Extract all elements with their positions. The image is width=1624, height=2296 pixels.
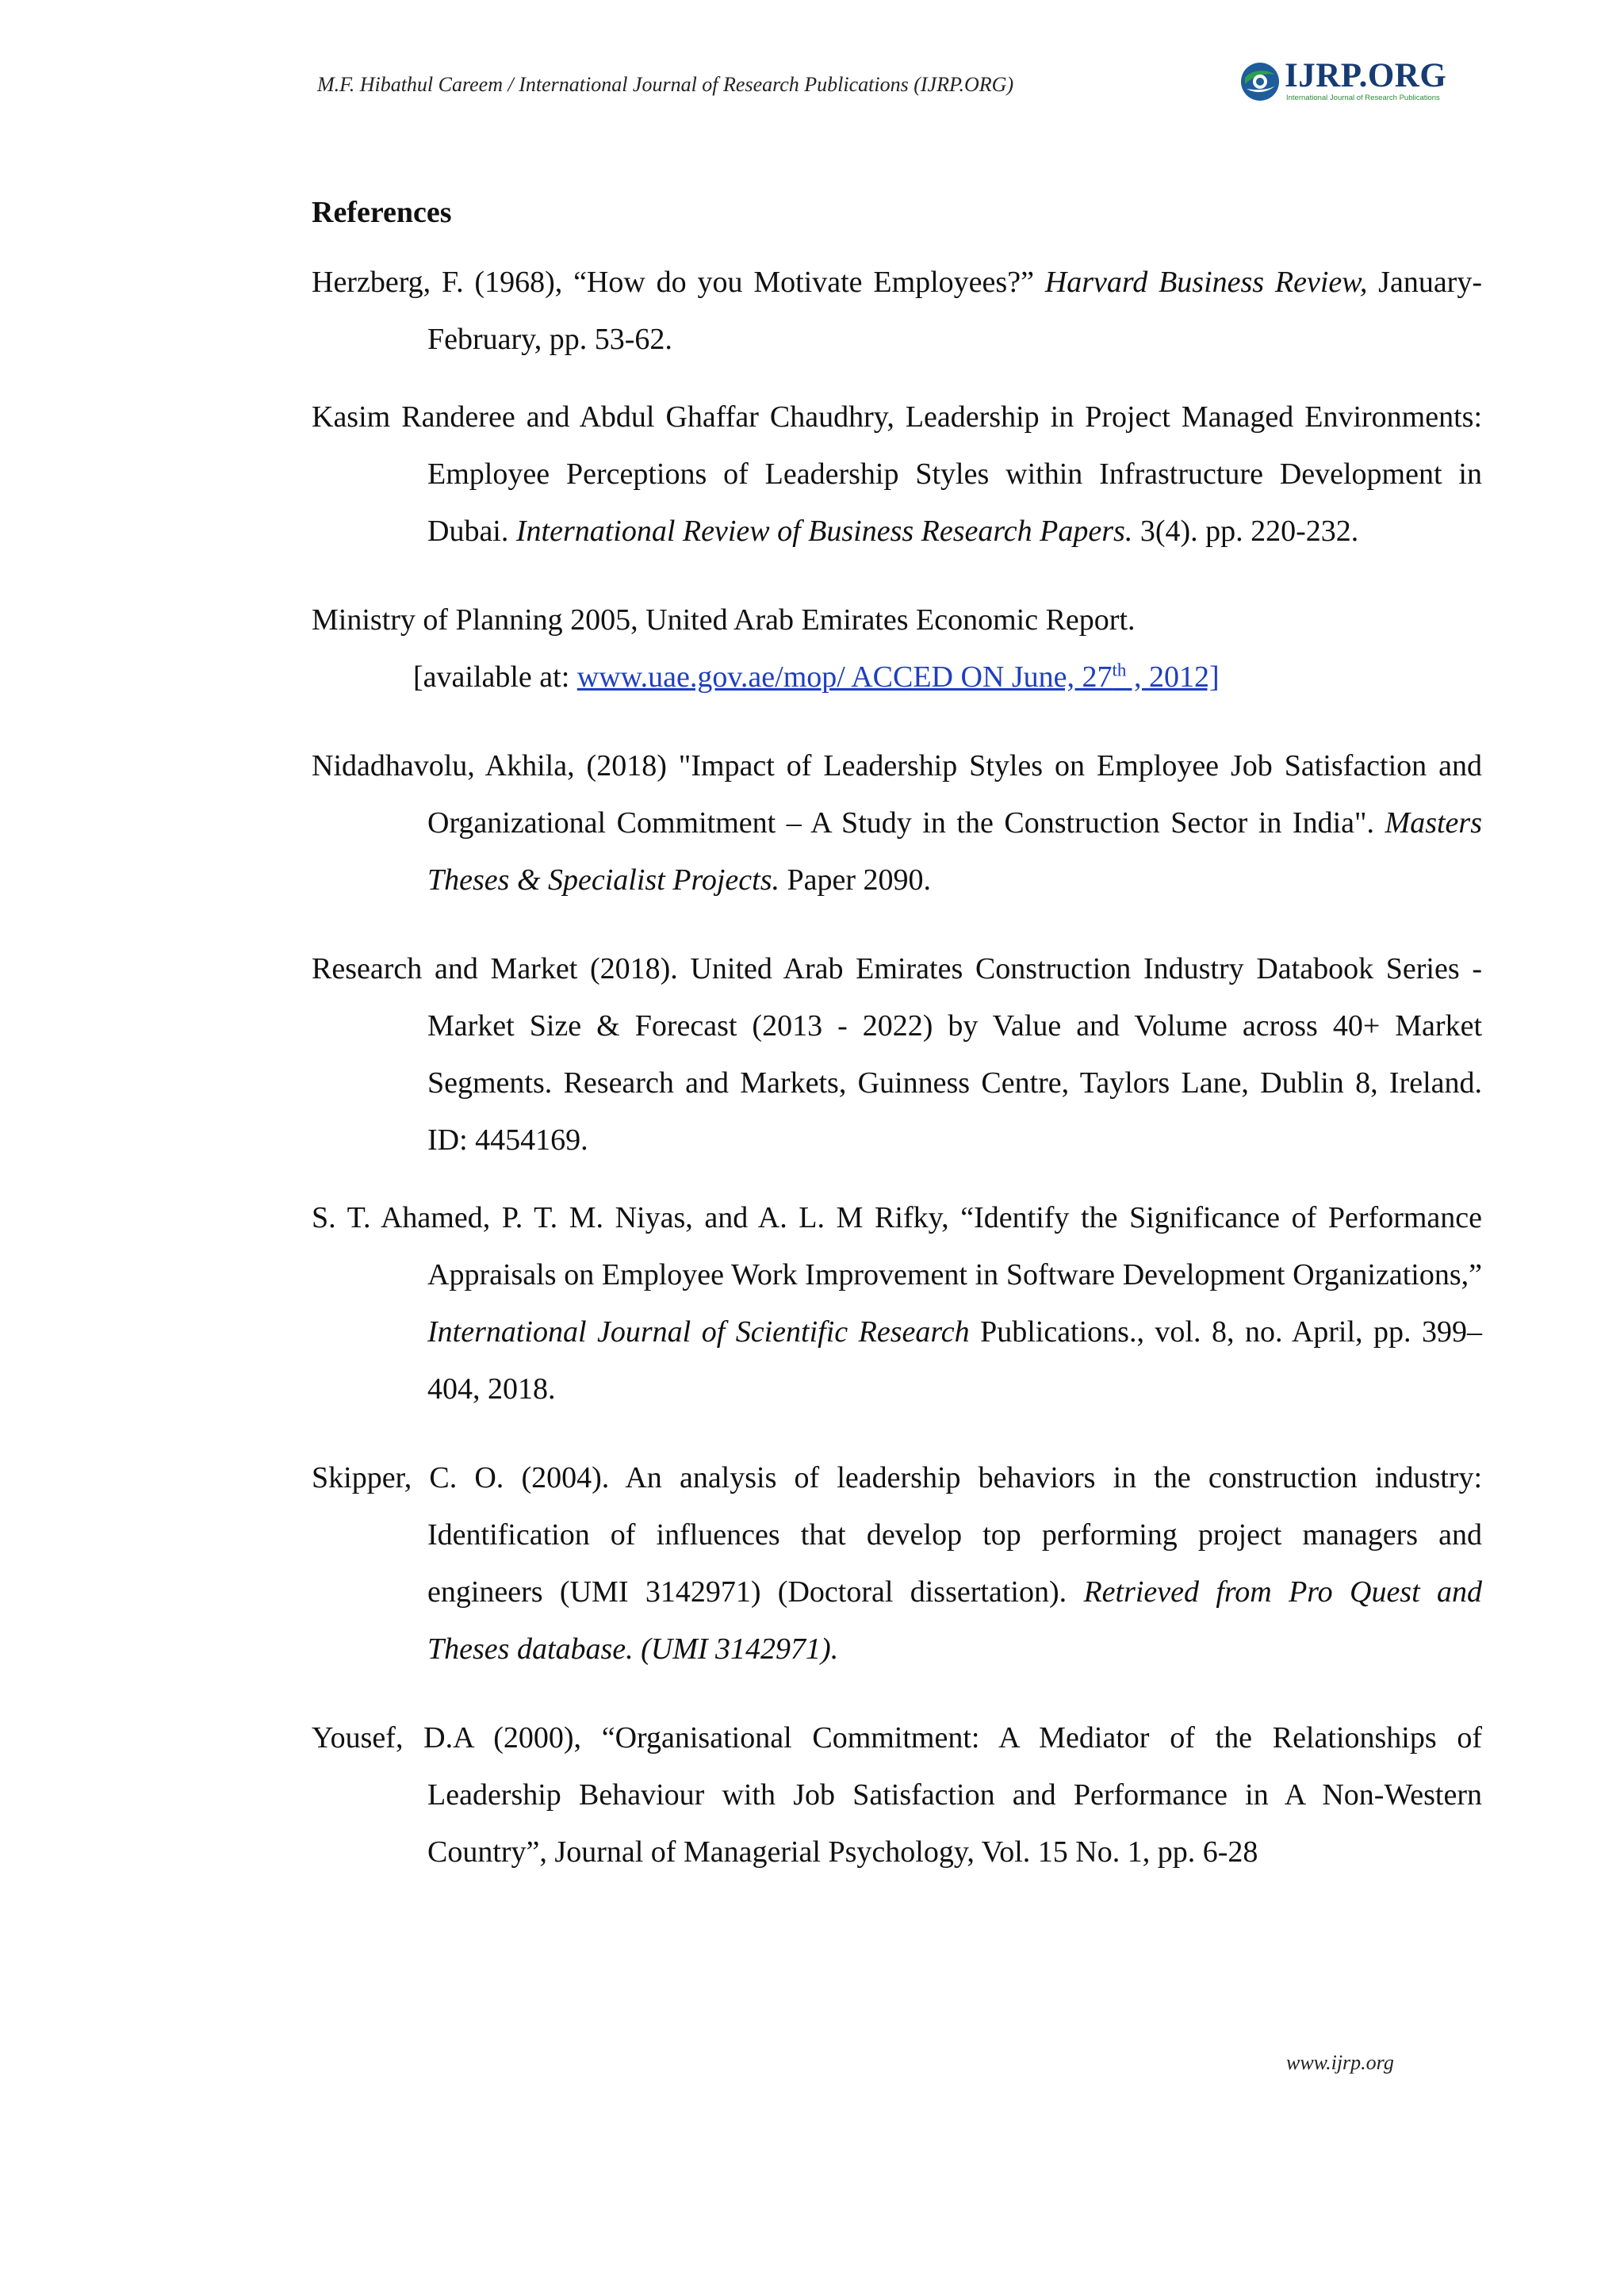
logo-wordmark: IJRP.ORG	[1285, 57, 1447, 94]
reference-source: International Journal of Scientific Research	[427, 1315, 970, 1349]
reference-source: Harvard Business Review,	[1044, 266, 1368, 299]
reference-text: Ministry of Planning 2005, United Arab Emirates Economic Report.	[312, 603, 1136, 637]
reference-text: S. T. Ahamed, P. T. M. Niyas, and A. L. M Rifky, “Identify the Significance of Performance Appraisals on Employee Work Improvement in Software Development Organizations,”	[312, 1201, 1482, 1292]
reference-item	[312, 1449, 1482, 1678]
references-heading: References	[312, 196, 452, 229]
reference-url-line	[312, 649, 1482, 706]
reference-text: Publications., vol. 8, no. April, pp. 399–404, 2018.	[427, 1315, 1483, 1406]
reference-item	[312, 737, 1482, 909]
reference-item	[312, 254, 1482, 368]
logo-tagline: International Journal of Research Publications	[1286, 94, 1440, 102]
reference-text: Research and Market (2018). United Arab Emirates Construction Industry Databook Series - Market Size & Forecast (2013 - 2022) by Value and Volume across 40+ Market Segments. Research and Markets, Guinness Centre, Taylors Lane, Dublin 8, Ireland. ID: 4454169.	[312, 952, 1482, 1157]
reference-text: 3(4). pp. 220-232.	[1132, 515, 1359, 548]
reference-item	[312, 388, 1482, 560]
reference-item	[312, 591, 1482, 649]
reference-list	[312, 254, 1482, 1881]
reference-item	[312, 940, 1482, 1169]
ministry-url-link[interactable]: www.uae.gov.ae/mop/ ACCED ON June, 27th , 2012]	[576, 660, 1220, 694]
reference-text: Nidadhavolu, Akhila, (2018) "Impact of Leadership Styles on Employee Job Satisfaction and Organizational Commitment – A Study in the Construction Sector in India".	[312, 749, 1482, 840]
url-prefix: [available at:	[413, 660, 577, 694]
reference-text: Herzberg, F. (1968), “How do you Motivate Employees?”	[312, 266, 1045, 299]
reference-source: International Review of Business Research Papers.	[515, 515, 1133, 548]
reference-text: Skipper, C. O. (2004). An analysis of leadership behaviors in the construction industry: Identification of influences that develop top performing project managers and engineers (UMI 3142971) (Doctoral dissertation).	[312, 1461, 1482, 1609]
globe-logo-icon	[1239, 60, 1281, 103]
reference-item	[312, 1189, 1482, 1418]
reference-source: Retrieved from Pro Quest and Theses database. (UMI 3142971).	[427, 1575, 1482, 1666]
footer-website: www.ijrp.org	[1286, 2051, 1394, 2074]
reference-source: Masters Theses & Specialist Projects.	[427, 806, 1482, 897]
reference-text: Yousef, D.A (2000), “Organisational Commitment: A Mediator of the Relationships of Leadership Behaviour with Job Satisfaction and Performance in A Non-Western Country”, Journal of Managerial Psychology, Vol. 15 No. 1, pp. 6-28	[312, 1721, 1482, 1869]
reference-text: January-February, pp. 53-62.	[427, 266, 1482, 356]
running-head: M.F. Hibathul Careem / International Journal of Research Publications (IJRP.ORG)	[317, 73, 1014, 96]
reference-text: Paper 2090.	[779, 863, 932, 897]
reference-item	[312, 1709, 1482, 1881]
journal-logo	[1239, 57, 1477, 108]
reference-text: Kasim Randeree and Abdul Ghaffar Chaudhry, Leadership in Project Managed Environments: Employee Perceptions of Leadership Styles within Infrastructure Development in Dubai.	[312, 400, 1482, 548]
